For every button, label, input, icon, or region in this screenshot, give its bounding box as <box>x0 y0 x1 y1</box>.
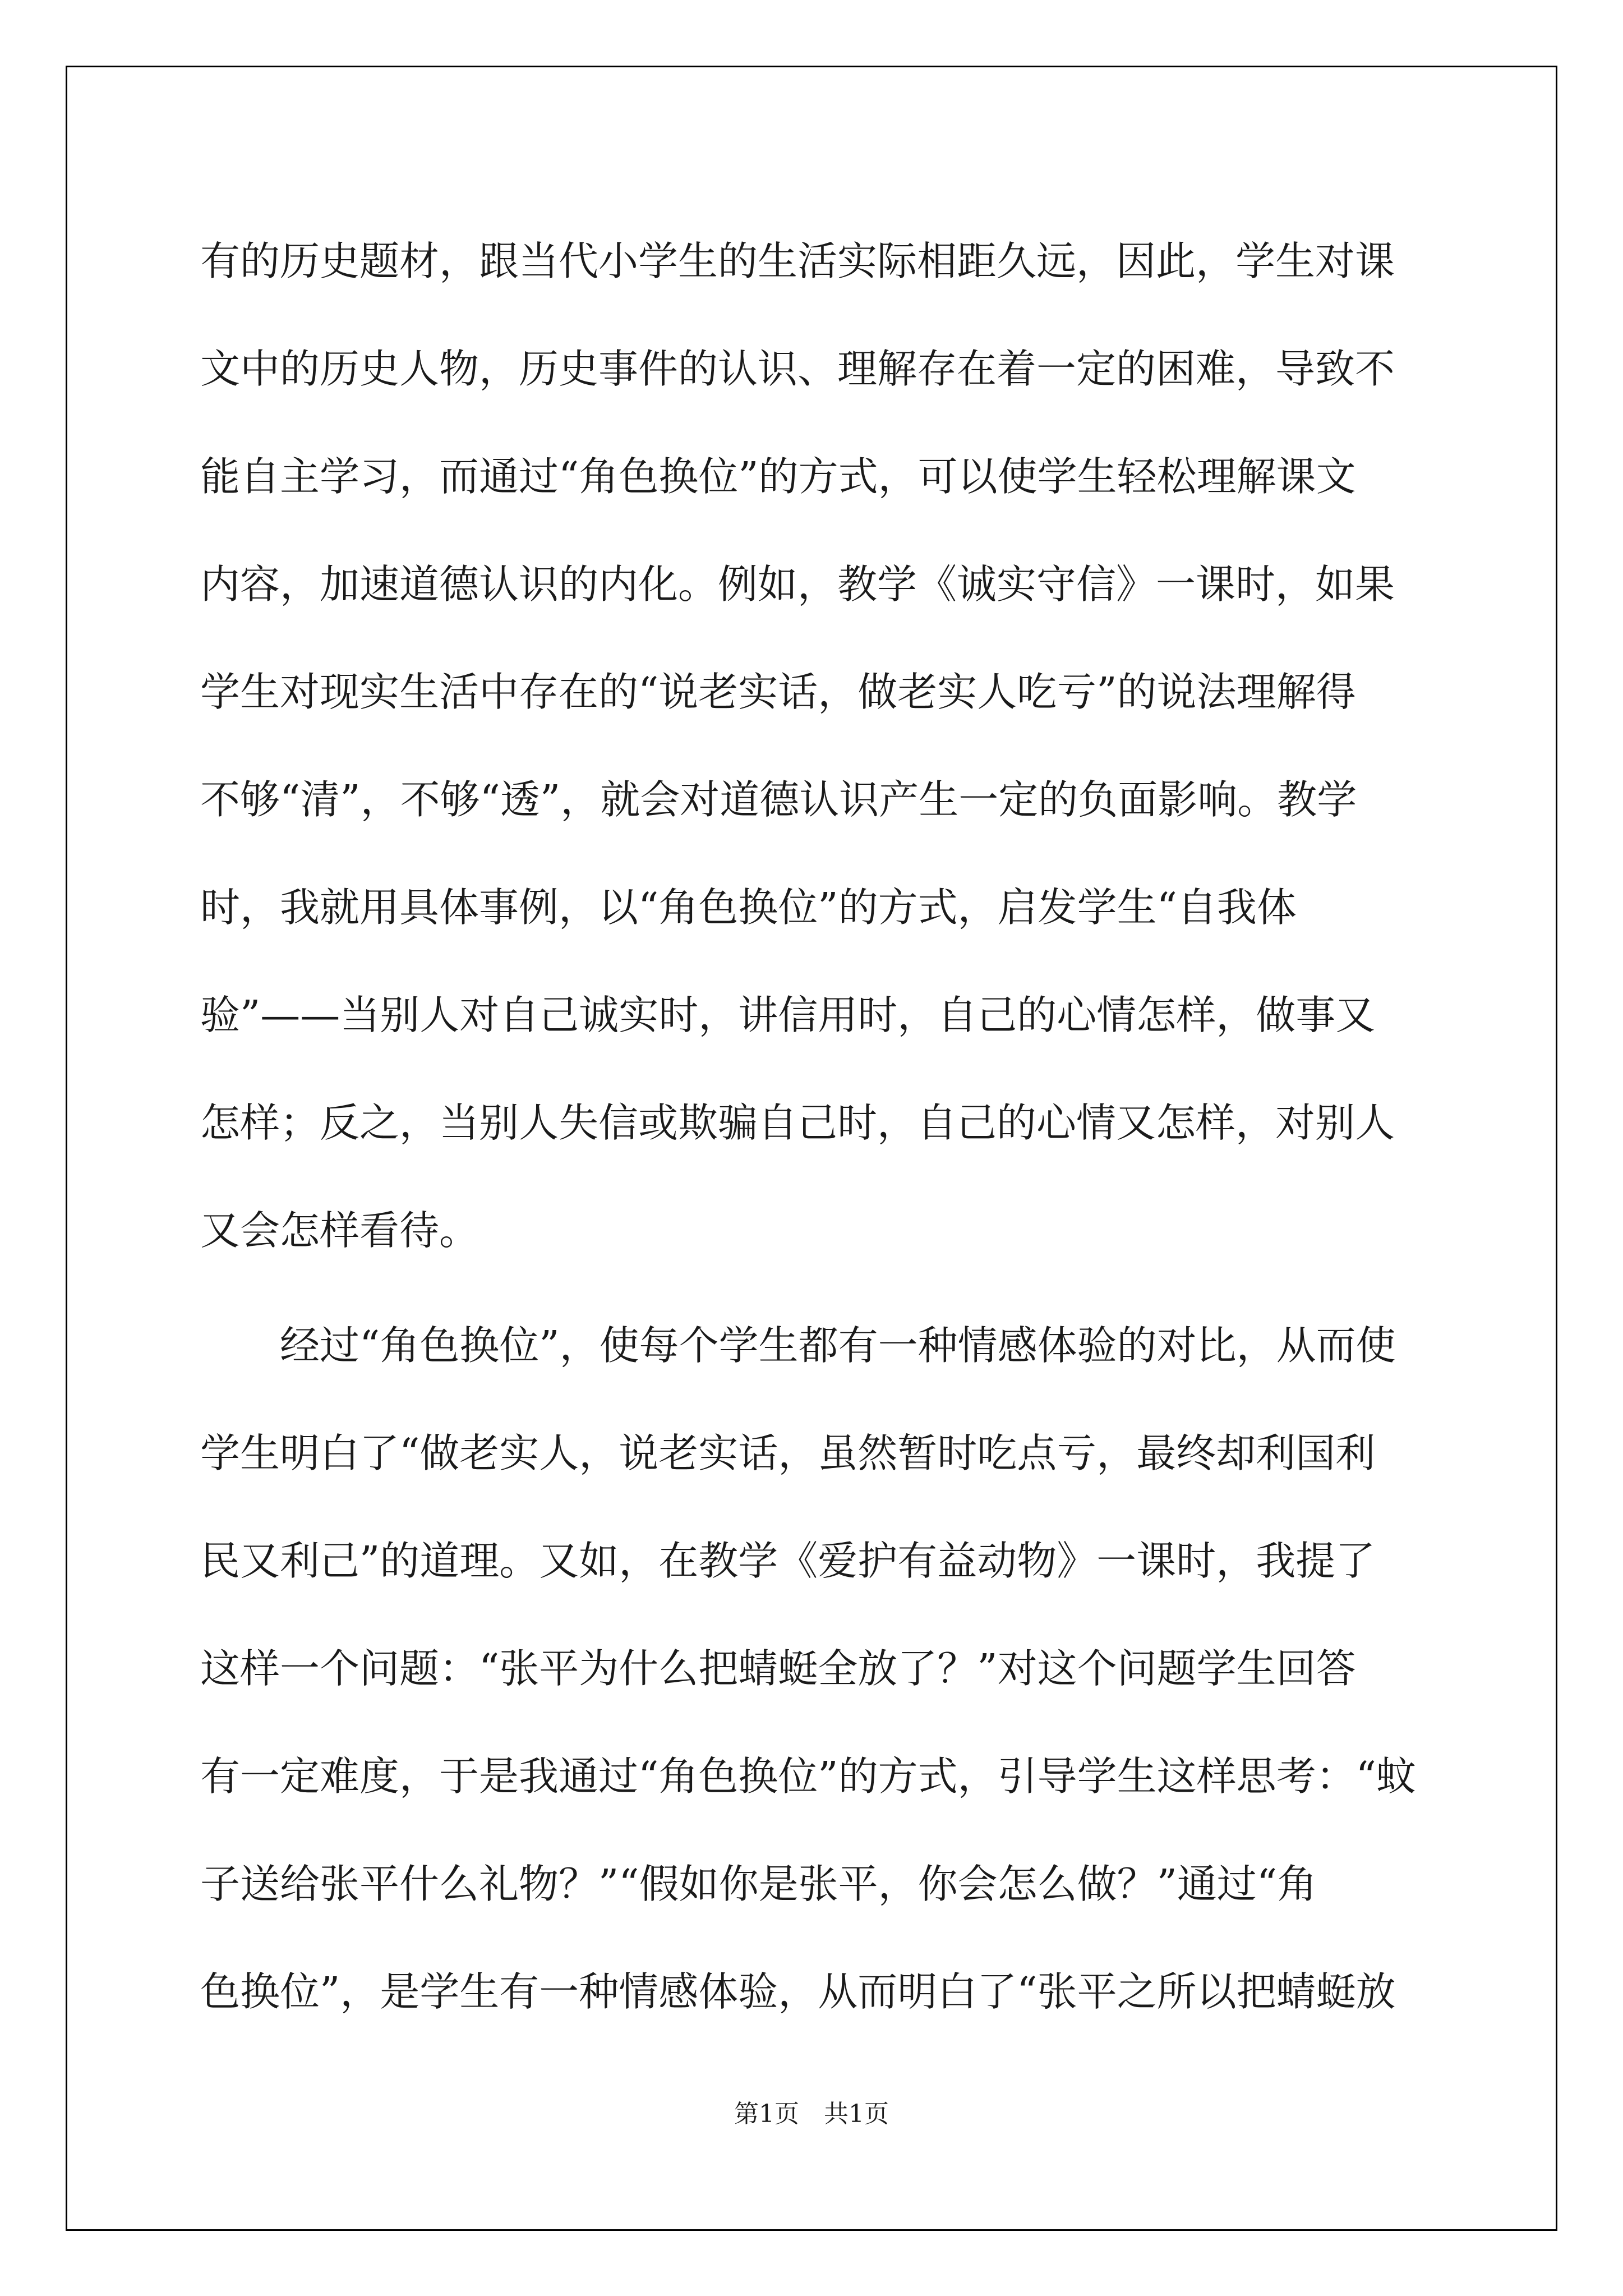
text-line: 经过“角色换位”，使每个学生都有一种情感体验的对比，从而使 <box>200 1322 1396 1369</box>
document-body <box>200 208 1434 2046</box>
text-line: 怎样；反之，当别人失信或欺骗自己时，自己的心情又怎样，对别人 <box>200 1099 1395 1146</box>
text-line: 有的历史题材，跟当代小学生的生活实际相距久远，因此，学生对课 <box>200 238 1395 284</box>
text-line: 时，我就用具体事例，以“角色换位”的方式，启发学生“自我体 <box>200 884 1297 931</box>
text-line: 能自主学习，而通过“角色换位”的方式，可以使学生轻松理解课文 <box>200 453 1356 500</box>
text-line: 内容，加速道德认识的内化。例如，教学《诚实守信》一课时，如果 <box>200 561 1395 608</box>
text-line: 民又利己”的道理。又如，在教学《爱护有益动物》一课时，我提了 <box>200 1538 1376 1584</box>
text-line: 学生对现实生活中存在的“说老实话，做老实人吃亏”的说法理解得 <box>200 669 1356 715</box>
paragraph-spacer <box>200 1285 1434 1292</box>
paragraph-2 <box>200 1292 1434 2046</box>
text-line: 这样一个问题：“张平为什么把蜻蜓全放了？”对这个问题学生回答 <box>200 1645 1356 1692</box>
paragraph-1 <box>200 208 1434 1285</box>
text-line: 又会怎样看待。 <box>200 1207 479 1254</box>
text-line: 文中的历史人物，历史事件的认识、理解存在着一定的困难，导致不 <box>200 346 1395 392</box>
text-line: 子送给张平什么礼物？”“假如你是张平，你会怎么做？”通过“角 <box>200 1861 1317 1907</box>
text-line: 有一定难度，于是我通过“角色换位”的方式，引导学生这样思考：“蚊 <box>200 1753 1416 1800</box>
text-line: 不够“清”，不够“透”，就会对道德认识产生一定的负面影响。教学 <box>200 776 1357 823</box>
text-line: 学生明白了“做老实人，说老实话，虽然暂时吃点亏，最终却利国利 <box>200 1430 1376 1476</box>
page-number-footer: 第1页 共1页 <box>734 2100 889 2128</box>
text-line: 验”——当别人对自己诚实时，讲信用时，自己的心情怎样，做事又 <box>200 992 1376 1038</box>
text-line: 色换位”，是学生有一种情感体验，从而明白了“张平之所以把蜻蜓放 <box>200 1968 1396 2015</box>
